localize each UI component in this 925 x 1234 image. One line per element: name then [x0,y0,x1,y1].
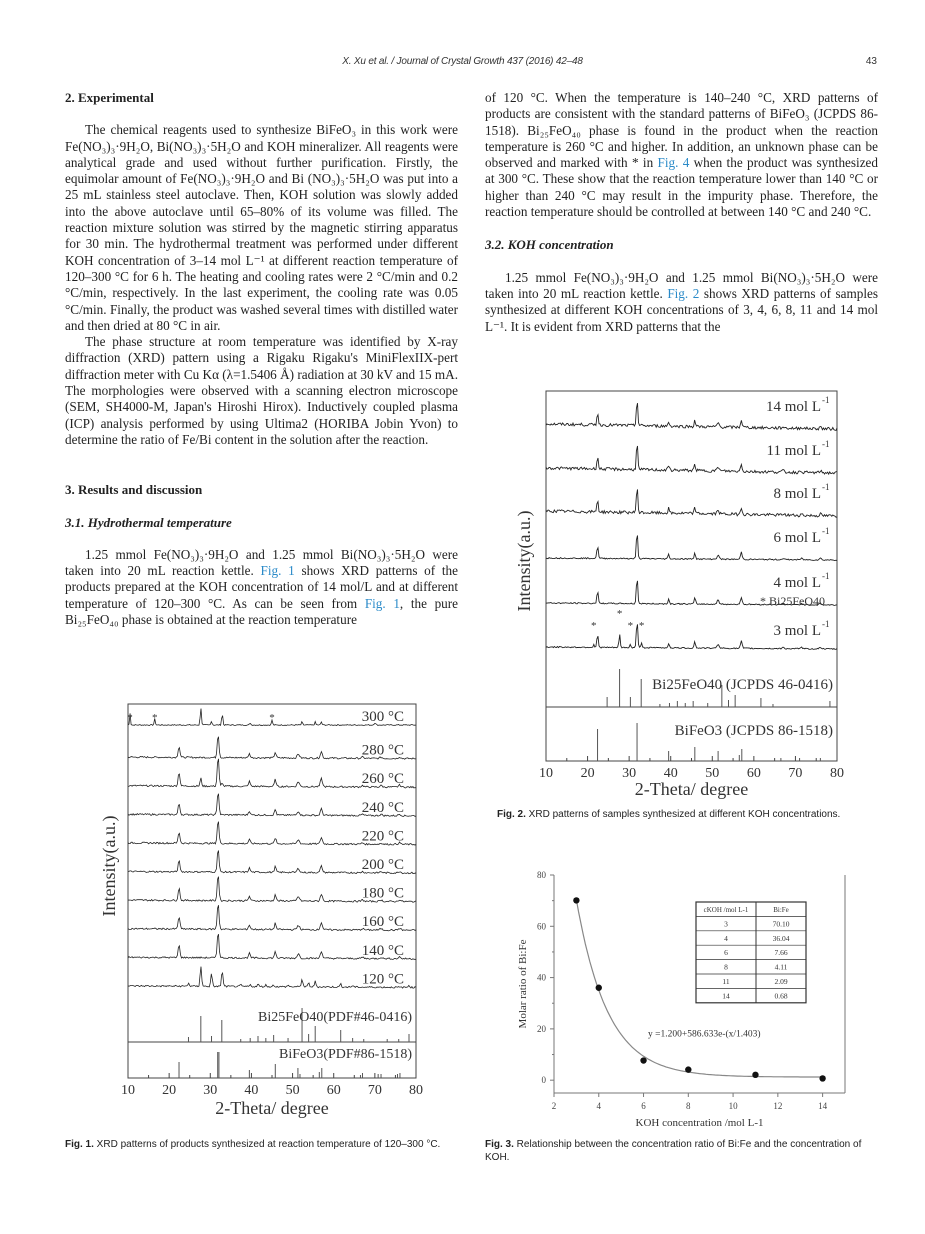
x-axis-label: 2-Theta/ degree [215,1098,329,1118]
section-heading-results: 3. Results and discussion [65,482,203,498]
series-label: 220 °C [361,828,404,845]
reference-label-bi25: Bi25FeO40(PDF#46-0416) [257,1010,412,1025]
x-tick-label: 10 [121,1083,135,1098]
impurity-asterisk: * [638,620,645,632]
inset-table-cell: 14 [722,991,730,1001]
x-tick-label: 20 [580,766,595,781]
data-point [685,1066,691,1072]
y-tick-label: 60 [537,921,546,932]
reference-label-bifeo3: BiFeO3(PDF#86-1518) [278,1047,412,1062]
series-label: 300 °C [361,709,404,725]
x-tick-label: 80 [409,1083,423,1098]
figure-1-xrd-temperature [95,700,430,1130]
subsection-heading-koh: 3.2. KOH concentration [485,237,614,253]
series-label: 8 mol L [773,486,821,502]
paragraph-reagents: The chemical reagents used to synthesize BiFeO₃ in this work were Fe(NO₃)₃·9H₂O, Bi(NO₃)₃·5H₂O and KOH mineralizer. All reagents were analytical grade and used without further purification. Firstly, the equimolar amount of Fe(NO₃)₃·9H₂O and Bi (NO₃)₃·5H₂O was put into a 25 mL stainless steel autoclave. Then, KOH solution was slowly added into the above autoclave until 65–80% of its volume was filled. The reaction mixture solution was stirred by the magnetic stirring apparatus for 30 min. The hydrothermal treatment was performed under different KOH concentration of 3–14 mol L⁻¹ at different reaction temperature of 120–300 °C for 6 h. The heating and cooling rates were 2 °C/min and 0.2 °C/min, respectively. In the last experiment, the cooling rate was 0.05 °C/min. Finally, the product was washed several times with distilled water and then dried at 80 °C in air. [65,122,458,333]
x-tick-label: 50 [705,766,720,781]
x-tick-label: 60 [326,1083,341,1098]
series-label: 200 °C [361,857,404,873]
inset-table-frame [696,902,806,1003]
inset-table-cell: 4.11 [774,962,788,972]
page-number: 43 [865,56,877,67]
running-header [0,56,925,72]
series-label: 4 mol L [773,575,821,591]
y-tick-label: 80 [537,870,546,880]
x-tick-label: 40 [244,1083,259,1098]
y-axis-label: Intensity(a.u.) [99,815,119,917]
y-tick-label: 0 [541,1075,546,1086]
paragraph-koh: 1.25 mmol Fe(NO₃)₃·9H₂O and 1.25 mmol Bi(NO₃)₃·5H₂O were taken into 20 mL reaction kettle. Fig. 2 shows XRD patterns of samples synthesized at different KOH concentrations of 3, 4, 6, 8, 11 and 14 mol L⁻¹. It is evident from XRD patterns that the [485,269,878,334]
impurity-asterisk: * [127,712,133,724]
inset-table-cell: 3 [724,919,728,929]
journal-citation: X. Xu et al. / Journal of Crystal Growth 437 (2016) 42–48 [342,56,583,67]
figure-3-bife-ratio [512,865,857,1130]
x-tick-label: 70 [367,1083,382,1098]
inset-table-cell: 8 [724,962,728,972]
x-tick-label: 10 [728,1101,738,1111]
x-tick-label: 8 [686,1101,691,1111]
series-label: 160 °C [361,914,404,931]
impurity-asterisk: * [616,608,623,620]
data-point [819,1075,825,1081]
series-label: 260 °C [361,771,404,788]
left-column [65,90,458,628]
x-axis-label: 2-Theta/ degree [634,779,749,799]
x-tick-label: 70 [788,766,803,781]
series-label: 14 mol L [766,399,821,415]
series-label-superscript: -1 [822,395,830,405]
inset-table-cell: 0.68 [774,991,788,1001]
x-tick-label: 4 [596,1101,602,1111]
x-axis-label: KOH concentration /mol L-1 [635,1117,764,1129]
x-tick-label: 6 [641,1101,646,1111]
series-label: 280 °C [361,742,404,759]
y-axis-label: Molar ratio of Bi:Fe [517,939,529,1029]
fig4-link[interactable]: Fig. 4 [657,155,690,171]
y-tick-label: 20 [537,1023,546,1034]
data-point [640,1057,646,1063]
x-tick-label: 30 [622,766,637,781]
figure-3-caption: Fig. 3. Relationship between the concentration ratio of Bi:Fe and the concentration of KOH. [485,1139,862,1163]
series-label: 11 mol L [766,443,821,459]
y-tick-label: 40 [537,972,546,983]
series-label: 240 °C [361,799,404,816]
fig1-link[interactable]: Fig. 1 [260,563,295,579]
data-point [752,1072,758,1078]
x-tick-label: 30 [203,1083,218,1098]
legend-note-bi25: * Bi25FeO40 [759,594,825,608]
inset-table-cell: 11 [722,977,730,986]
paragraph-temperature-cont: of 120 °C. When the temperature is 140–240 °C, XRD patterns of products are consistent with the standard patterns of BiFeO₃ (JCPDS 86-1518). Bi₂₅FeO₄₀ phase is found in the product when the reaction temperature is 260 °C and higher. In addition, an unknown phase can be observed and marked with * in Fig. 4 when the product was synthesized at 300 °C. These show that the reaction temperature lower than 140 °C or higher than 240 °C may result in the impurity phase. Therefore, the reaction temperature should be controlled at between 140 °C and 240 °C. [485,90,878,220]
section-heading-experimental: 2. Experimental [65,90,154,105]
x-tick-label: 80 [830,766,844,781]
inset-table-cell: 4 [724,933,728,943]
series-label: 120 °C [361,971,404,988]
series-label-superscript: -1 [822,439,830,449]
x-tick-label: 14 [818,1101,828,1111]
x-tick-label: 60 [746,766,761,781]
series-label: 3 mol L [773,623,821,639]
data-point [596,985,602,991]
inset-table-cell: 70.10 [772,919,790,929]
series-label-superscript: -1 [822,571,830,581]
series-label-superscript: -1 [822,526,830,536]
x-tick-label: 20 [162,1083,177,1098]
x-tick-label: 10 [539,766,553,781]
x-tick-label: 50 [285,1083,300,1098]
series-label: 140 °C [361,942,404,959]
right-column [485,90,878,335]
impurity-asterisk: * [627,620,634,632]
inset-table-header: cKOH /mol L-1 [703,906,749,914]
paragraph-temperature: 1.25 mmol Fe(NO₃)₃·9H₂O and 1.25 mmol Bi(NO₃)₃·5H₂O were taken into 20 mL reaction kettle. Fig. 1 shows XRD patterns of the products prepared at the KOH concentration of 14 mol/L and at different temperature of 120–300 °C. As can be seen from Fig. 1, the pure Bi₂₅FeO₄₀ phase is obtained at the reaction temperature [65,546,459,628]
impurity-asterisk: * [269,712,275,724]
fig2-link[interactable]: Fig. 2 [667,285,700,301]
reference-label-bi25: Bi25FeO40 (JCPDS 46-0416) [652,677,833,693]
series-label: 6 mol L [773,530,821,546]
x-tick-label: 2 [551,1101,557,1111]
inset-table-cell: 36.04 [772,933,790,943]
paragraph-characterization: The phase structure at room temperature was identified by X-ray diffraction (XRD) pattern using a Rigaku Rigaku's MiniFlexIIX-pert diffraction meter with Cu Kα (λ=1.5406 Å) radiation at 30 kV and 15 mA. The morphologies were observed with a scanning electron microscope (SEM, SH4000-M, Japan's Hiroshi Hirox). Inductively coupled plasma (ICP) analysis performed by using Ultima2 (HORIBA Jobin Yvon) to determine the ratio of Fe/Bi content in the solution after the reaction. [65,334,458,447]
data-point [573,897,579,903]
figure-2-caption: Fig. 2. XRD patterns of samples synthesized at different KOH concentrations. [497,809,841,820]
y-axis-label: Intensity(a.u.) [514,510,534,612]
inset-table-cell: 6 [724,948,728,958]
series-label-superscript: -1 [822,619,830,629]
series-label: 180 °C [361,885,404,902]
impurity-asterisk: * [151,712,158,724]
x-tick-label: 12 [773,1101,783,1111]
fit-equation: y =1.200+586.633e-(x/1.403) [648,1029,761,1040]
subsection-heading-temperature: 3.1. Hydrothermal temperature [65,514,232,530]
x-tick-label: 40 [663,766,678,781]
fig1-link-2[interactable]: Fig. 1 [364,595,400,611]
inset-table-header: Bi:Fe [773,906,789,914]
impurity-asterisk: * [591,620,597,632]
reference-label-bifeo3: BiFeO3 (JCPDS 86-1518) [674,723,833,739]
figure-1-caption: Fig. 1. XRD patterns of products synthesized at reaction temperature of 120–300 °C. [65,1139,441,1150]
figure-2-xrd-koh [512,383,852,803]
inset-table-cell: 2.09 [774,977,788,986]
inset-table-cell: 7.66 [774,948,788,958]
series-label-superscript: -1 [822,482,830,492]
